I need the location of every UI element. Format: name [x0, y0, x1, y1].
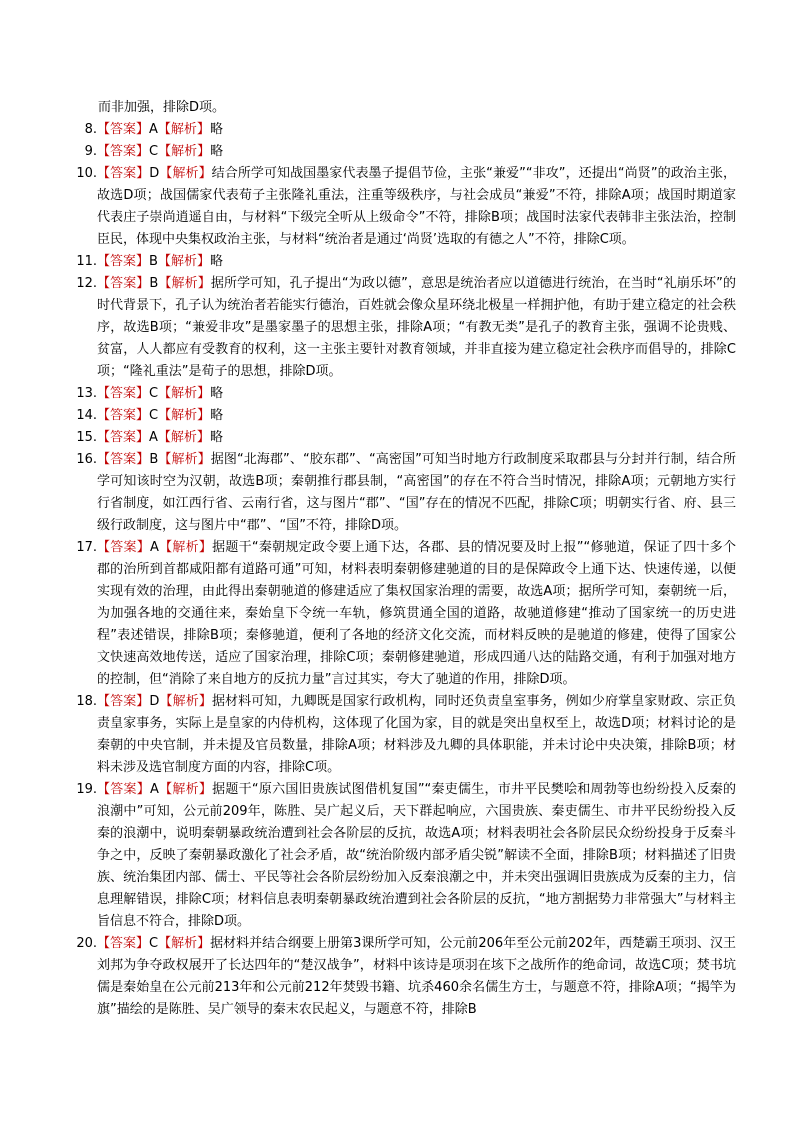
- answer-letter: A: [149, 122, 158, 137]
- item-body: [97, 141, 736, 163]
- item-body: [97, 163, 736, 251]
- answer-letter: B: [149, 452, 159, 467]
- analysis-tag: 【解析】: [158, 144, 211, 159]
- item-number: 20.: [76, 936, 97, 951]
- item-number: 11.: [76, 254, 97, 269]
- item-number: 16.: [76, 452, 97, 467]
- analysis-tag: 【解析】: [157, 430, 210, 445]
- item-body: [97, 537, 736, 691]
- answer-tag: 【答案】: [97, 386, 150, 401]
- answer-list: [76, 119, 736, 1021]
- answer-letter: B: [149, 254, 158, 269]
- answer-item: [76, 119, 736, 141]
- analysis-tag: 【解析】: [158, 452, 211, 467]
- analysis-tag: 【解析】: [158, 936, 211, 951]
- item-number: 12.: [76, 276, 97, 291]
- analysis-tag: 【解析】: [158, 782, 213, 797]
- item-body: [97, 405, 736, 427]
- answer-item: [76, 251, 736, 273]
- analysis-tag: 【解析】: [158, 408, 211, 423]
- answer-tag: 【答案】: [97, 430, 150, 445]
- analysis-tag: 【解析】: [158, 386, 211, 401]
- analysis-text: 略: [209, 254, 223, 269]
- answer-letter: A: [150, 540, 159, 555]
- answer-item: [76, 273, 736, 383]
- item-body: [97, 779, 736, 933]
- analysis-tag: 【解析】: [158, 276, 211, 291]
- continuation-text: 而非加强，排除D项。: [98, 100, 226, 115]
- answer-tag: 【答案】: [97, 782, 150, 797]
- answer-letter: C: [149, 936, 159, 951]
- answer-letter: C: [149, 144, 159, 159]
- item-number: 10.: [76, 166, 97, 181]
- answer-item: [76, 427, 736, 449]
- item-number: 18.: [76, 694, 97, 709]
- answer-tag: 【答案】: [97, 452, 150, 467]
- answer-item: [76, 933, 736, 1021]
- answer-item: [76, 405, 736, 427]
- item-number: 9.: [84, 144, 97, 159]
- item-body: [97, 251, 736, 273]
- analysis-tag: 【解析】: [159, 694, 212, 709]
- analysis-text: 结合所学可知战国墨家代表墨子提倡节俭，主张“兼爱”“非攻”，还提出“尚贤”的政治主张，故选D项；战国儒家代表荀子主张隆礼重法，注重等级秩序，与社会成员“兼爱”不符，排除A项；战国时期道家代表庄子崇尚逍遥自由，与材料“下级完全听从上级命令”不符，排除B项；战国时法家代表韩非主张法治，控制臣民，体现中央集权政治主张，与材料“统治者是通过‘尚贤’选取的有德之人”不符，排除C项。: [97, 166, 736, 247]
- answer-item: [76, 779, 736, 933]
- analysis-tag: 【解析】: [159, 166, 212, 181]
- analysis-text: 据材料并结合纲要上册第3课所学可知，公元前206年至公元前202年，西楚霸王项羽、汉王刘邦为争夺政权展开了长达四年的“楚汉战争”，材料中该诗是项羽在垓下之战所作的绝命词，故选C项；焚书坑儒是秦始皇在公元前213年和公元前212年焚毁书籍、坑杀460余名儒生方士，与题意不符，排除A项；“揭竿为旗”描绘的是陈胜、吴广领导的秦末农民起义，与题意不符，排除B: [97, 936, 737, 1017]
- answer-item: [76, 163, 736, 251]
- answer-item: [76, 141, 736, 163]
- answer-letter: B: [149, 276, 159, 291]
- answer-letter: D: [149, 694, 160, 709]
- answer-tag: 【答案】: [97, 936, 150, 951]
- answer-tag: 【答案】: [97, 276, 150, 291]
- item-number: 17.: [76, 540, 97, 555]
- analysis-tag: 【解析】: [158, 540, 213, 555]
- answer-tag: 【答案】: [97, 408, 150, 423]
- answer-item: [76, 449, 736, 537]
- analysis-text: 略: [210, 144, 224, 159]
- item-body: [97, 691, 736, 779]
- item-number: 13.: [76, 386, 97, 401]
- answer-tag: 【答案】: [97, 540, 150, 555]
- answer-item: [76, 383, 736, 405]
- analysis-text: 略: [210, 408, 224, 423]
- answer-letter: A: [149, 430, 158, 445]
- answer-tag: 【答案】: [97, 166, 150, 181]
- answer-letter: A: [150, 782, 159, 797]
- item-body: [97, 383, 736, 405]
- item-body: [97, 273, 736, 383]
- answer-tag: 【答案】: [97, 254, 150, 269]
- analysis-text: 略: [209, 430, 223, 445]
- answer-tag: 【答案】: [97, 144, 150, 159]
- analysis-text: 据材料可知，九卿既是国家行政机构，同时还负责皇室事务，例如少府掌皇家财政、宗正负责皇家事务，实际上是皇家的内侍机构，这体现了化国为家，目的就是突出皇权至上，故选D项；材料讨论的是秦朝的中央官制，并未提及官员数量，排除A项；材料涉及九卿的具体职能，并未讨论中央决策，排除B项；材料未涉及选官制度方面的内容，排除C项。: [97, 694, 736, 775]
- analysis-text: 据题干“原六国旧贵族试图借机复国”“秦吏儒生，市井平民樊哙和周勃等也纷纷投入反秦的浪潮中”可知，公元前209年，陈胜、吴广起义后，天下群起响应，六国贵族、秦吏儒生、市井平民纷纷投入反秦的浪潮中，说明秦朝暴政统治遭到社会各阶层的反抗，故选A项；材料表明社会各阶层民众纷纷投身于反秦斗争之中，反映了秦朝暴政激化了社会矛盾，故“统治阶级内部矛盾尖锐”解读不全面，排除B项；材料描述了旧贵族、统治集团内部、儒士、平民等社会各阶层纷纷加入反秦浪潮之中，并未突出强调旧贵族成为反秦的主力，信息理解错误，排除C项；材料信息表明秦朝暴政统治遭到社会各阶层的反抗，“地方割据势力非常强大”与材料主旨信息不符合，排除D项。: [97, 782, 736, 929]
- item-body: [97, 119, 736, 141]
- analysis-text: 据图“北海郡”、“胶东郡”、“高密国”可知当时地方行政制度采取郡县与分封并行制，结合所学可知该时空为汉朝，故选B项；秦朝推行郡县制，“高密国”的存在不符合当时情况，排除A项；元朝地方实行行省制度，如江西行省、云南行省，这与图片“郡”、“国”存在的情况不匹配，排除C项；明朝实行省、府、县三级行政制度，这与图片中“郡”、“国”不符，排除D项。: [97, 452, 736, 533]
- answer-item: [76, 537, 736, 691]
- analysis-text: 略: [210, 386, 224, 401]
- analysis-text: 略: [209, 122, 223, 137]
- answer-tag: 【答案】: [97, 122, 150, 137]
- answer-letter: C: [149, 408, 159, 423]
- answer-letter: C: [149, 386, 159, 401]
- item-number: 14.: [76, 408, 97, 423]
- item-body: [97, 427, 736, 449]
- analysis-text: 据题干“秦朝规定政令要上通下达，各郡、县的情况要及时上报”“修驰道，保证了四十多个郡的治所到首都咸阳都有道路可通”可知，材料表明秦朝修建驰道的目的是保障政令上通下达、快速传递，以便实现有效的治理，由此得出秦朝驰道的修建适应了集权国家治理的需要，故选A项；据所学可知，秦朝统一后，为加强各地的交通往来，秦始皇下令统一车轨，修筑贯通全国的道路，故驰道修建“推动了国家统一的历史进程”表述错误，排除B项；秦修驰道，便利了各地的经济文化交流，而材料反映的是驰道的修建，使得了国家公文快速高效地传送，适应了国家治理，排除C项；秦朝修建驰道，形成四通八达的陆路交通，有利于加强对地方的控制，但“消除了来自地方的反抗力量”言过其实，夸大了驰道的作用，排除D项。: [97, 540, 736, 687]
- item-number: 8.: [84, 122, 97, 137]
- item-body: [97, 933, 736, 1021]
- item-number: 19.: [76, 782, 97, 797]
- analysis-tag: 【解析】: [157, 254, 210, 269]
- answer-item: [76, 691, 736, 779]
- answer-letter: D: [149, 166, 160, 181]
- answer-tag: 【答案】: [97, 694, 150, 709]
- item-number: 15.: [76, 430, 97, 445]
- analysis-text: 据所学可知，孔子提出“为政以德”，意思是统治者应以道德进行统治，在当时“礼崩乐坏”的时代背景下，孔子认为统治者若能实行德治，百姓就会像众星环绕北极星一样拥护他，有助于建立稳定的社会秩序，故选B项；“兼爱非攻”是墨家墨子的思想主张，排除A项；“有教无类”是孔子的教育主张，强调不论贵贱、贫富，人人都应有受教育的权利，这一主张主要针对教育领域，并非直接为建立稳定社会秩序而倡导的，排除C项；“隆礼重法”是荀子的思想，排除D项。: [97, 276, 736, 379]
- analysis-tag: 【解析】: [157, 122, 210, 137]
- item-body: [97, 449, 736, 537]
